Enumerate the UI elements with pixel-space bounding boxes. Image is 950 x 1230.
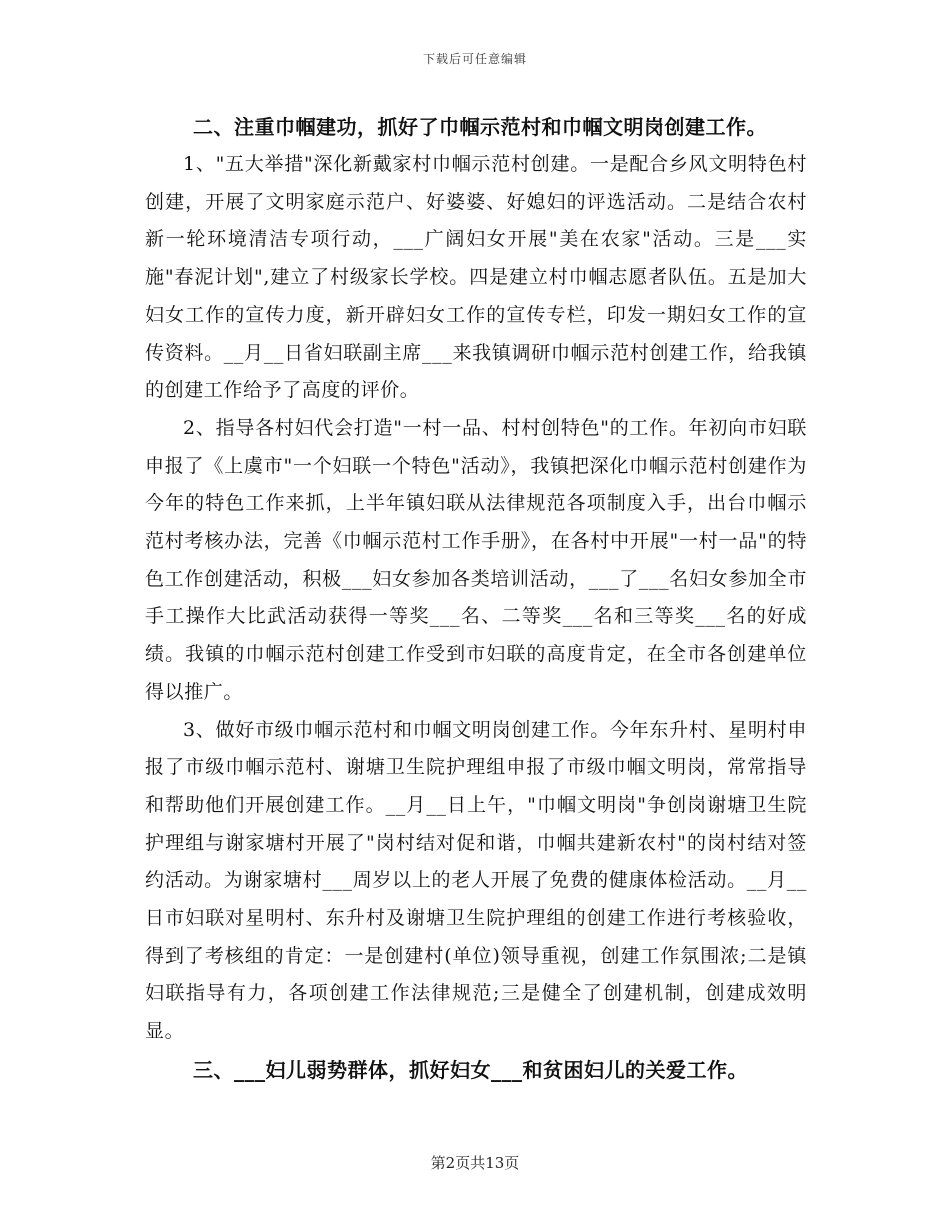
page-number: 第2页共13页 <box>430 1154 520 1172</box>
paragraph-2: 2、指导各村妇代会打造"一村一品、村村创特色"的工作。年初向市妇联申报了《上虞市"一个妇联一个特色"活动》，我镇把深化巾帼示范村创建作为今年的特色工作来抓，上半年镇妇联从法律规范各项制度入手，出台巾帼示范村考核办法，完善《巾帼示范村工作手册》，在各村中开展"一村一品"的特色工作创建活动，积极___妇女参加各类培训活动，___了___名妇女参加全市手工操作大比武活动获得一等奖___名、二等奖___名和三等奖___名的好成绩。我镇的巾帼示范村创建工作受到市妇联的高度肯定，在全市各创建单位得以推广。 <box>145 416 807 703</box>
paragraph-3: 3、做好市级巾帼示范村和巾帼文明岗创建工作。今年东升村、星明村申报了市级巾帼示范村、谢塘卫生院护理组申报了市级巾帼文明岗，常常指导和帮助他们开展创建工作。__月__日上午，"巾帼文明岗"争创岗谢塘卫生院护理组与谢家塘村开展了"岗村结对促和谐，巾帼共建新农村"的岗村结对签约活动。为谢家塘村___周岁以上的老人开展了免费的健康体检活动。__月__日市妇联对星明村、东升村及谢塘卫生院护理组的创建工作进行考核验收，得到了考核组的肯定：一是创建村(单位)领导重视，创建工作氛围浓;二是镇妇联指导有力，各项创建工作法律规范;三是健全了创建机制，创建成效明显。 <box>145 718 807 1043</box>
document-body <box>145 108 807 1089</box>
section-2-heading: 二、注重巾帼建功，抓好了巾帼示范村和巾帼文明岗创建工作。 <box>193 115 767 139</box>
page-header-note: 下载后可任意编辑 <box>422 52 527 66</box>
section-3-heading: 三、___妇儿弱势群体，抓好妇女___和贫困妇儿的关爱工作。 <box>193 1057 748 1082</box>
paragraph-1: 1、"五大举措"深化新戴家村巾帼示范村创建。一是配合乡风文明特色村创建，开展了文明家庭示范户、好婆婆、好媳妇的评选活动。二是结合农村新一轮环境清洁专项行动，___广阔妇女开展"美在农家"活动。三是___实施"春泥计划",建立了村级家长学校。四是建立村巾帼志愿者队伍。五是加大妇女工作的宣传力度，新开辟妇女工作的宣传专栏，印发一期妇女工作的宣传资料。__月__日省妇联副主席___来我镇调研巾帼示范村创建工作，给我镇的创建工作给予了高度的评价。 <box>145 153 807 402</box>
